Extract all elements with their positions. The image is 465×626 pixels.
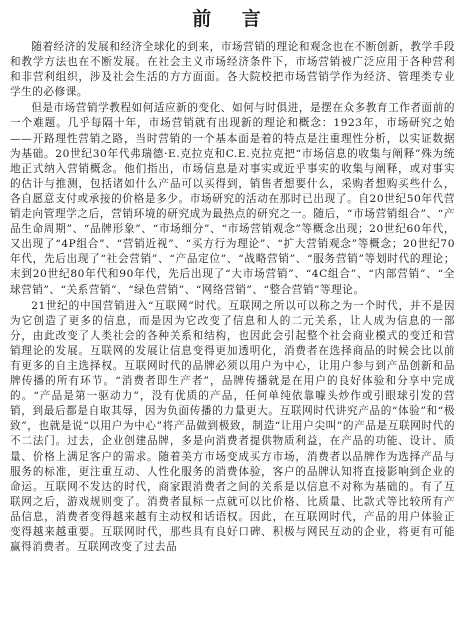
paragraph: 21世纪的中国营销进入“互联网”时代。互联网之所以可以称之为一个时代，并不是因为它创造了更多的信息，而是因为它改变了信息和人的二元关系，让人成为信息的一部分，由此改变了人类社会的各种关系和结构，也因此会引起整个社会商业模式的变迁和营销理论的发展。互联网的发展让信息变得更加透明化，消费者在选择商品的时候会比以前有更多的自主选择权。互联网时代的品牌必须以用户为中心，让用户参与到产品创新和品牌传播的所有环节。“消费者即生产者”，品牌传播就是在用户的良好体验和分享中完成的。“产品是第一驱动力”，没有优质的产品，任何单纯依靠噱头炒作或引眼球引发的营销，到最后都是自取其辱，因为负面传播的力量更大。互联网时代讲究产品的“体验”和“极致”，也就是说“以用户为中心”将产品做到极致，制造“让用户尖叫”的产品是互联网时代的不二法门。过去，企业创建品牌，多是向消费者提供物质利益，在产品的功能、设计、质量、价格上满足客户的需求。随着美方市场变成买方市场，消费者以品牌作为选择产品与服务的标准，更注重互动、人性化服务的消费体验，客户的品牌认知将直接影响到企业的命运。互联网不发达的时代，商家跟消费者之间的关系是以信息不对称为基础的。有了互联网之后，游戏规则变了。消费者鼠标一点就可以比价格、比质量、比款式等比较所有产品信息，消费者变得越来越有主动权和话语权。因此，在互联网时代，产品的用户体验正变得越来越重要。互联网时代，那些具有良好口碑、积极与网民互动的企业，将更有可能赢得消费者。互联网改变了过去品: [10, 299, 455, 554]
paragraph: 随着经济的发展和经济全球化的到来，市场营销的理论和观念也在不断创新，教学手段和教学方法也在不断发展。在社会主义市场经济条件下，市场营销被广泛应用于各种营利和非营利组织，涉及社会生活的方方面面。各大院校把市场营销学作为经济、管理类专业学生的必修课。: [10, 41, 455, 99]
body-text: [10, 40, 455, 555]
page-title: 前 言: [192, 8, 273, 30]
paragraph: 但是市场营销学教程如何适应新的变化、如何与时俱进，是摆在众多教育工作者面前的一个难题。几乎每隔十年，市场营销就有出现新的理论和概念：1923年，市场研究之始——开路理性营销之路，当时营销的一个基本面是着的特点是注重理性分析，以实证数据为基础。20世纪30年代弗瑞德·E.克拉克和C.E.克拉克把“市场信息的收集与阐释”殊为统地正式纳入营销概念。他们指出，市场信息是对事实或近乎事实的收集与阐释，或对事实的估计与推测，包括诸如什么产品可以买得到，销售者想要什么，采购者想购买些什么，各自愿意支付或承接的价格是多少。市场研究的活动在那时已出现了。自20世纪50年代营销走向管理学之后，营销环境的研究成为最热点的研究之一。随后，“市场营销组合”、“产品生命周期”、“品牌形象”、“市场细分”、“市场营销观念”等概念出现；20世纪60年代，又出现了“4P组合”、“营销近视”、“买方行为理论”、“扩大营销观念”等概念；20世纪70年代，先后出现了“社会营销”、“产品定位”、“战略营销”、“服务营销”等划时代的理论；末到20世纪80年代和90年代，先后出现了“大市场营销”、“4C组合”、“内部营销”、“全球营销”、“关系营销”、“绿色营销”、“网络营销”、“整合营销”等理论。: [10, 102, 455, 296]
